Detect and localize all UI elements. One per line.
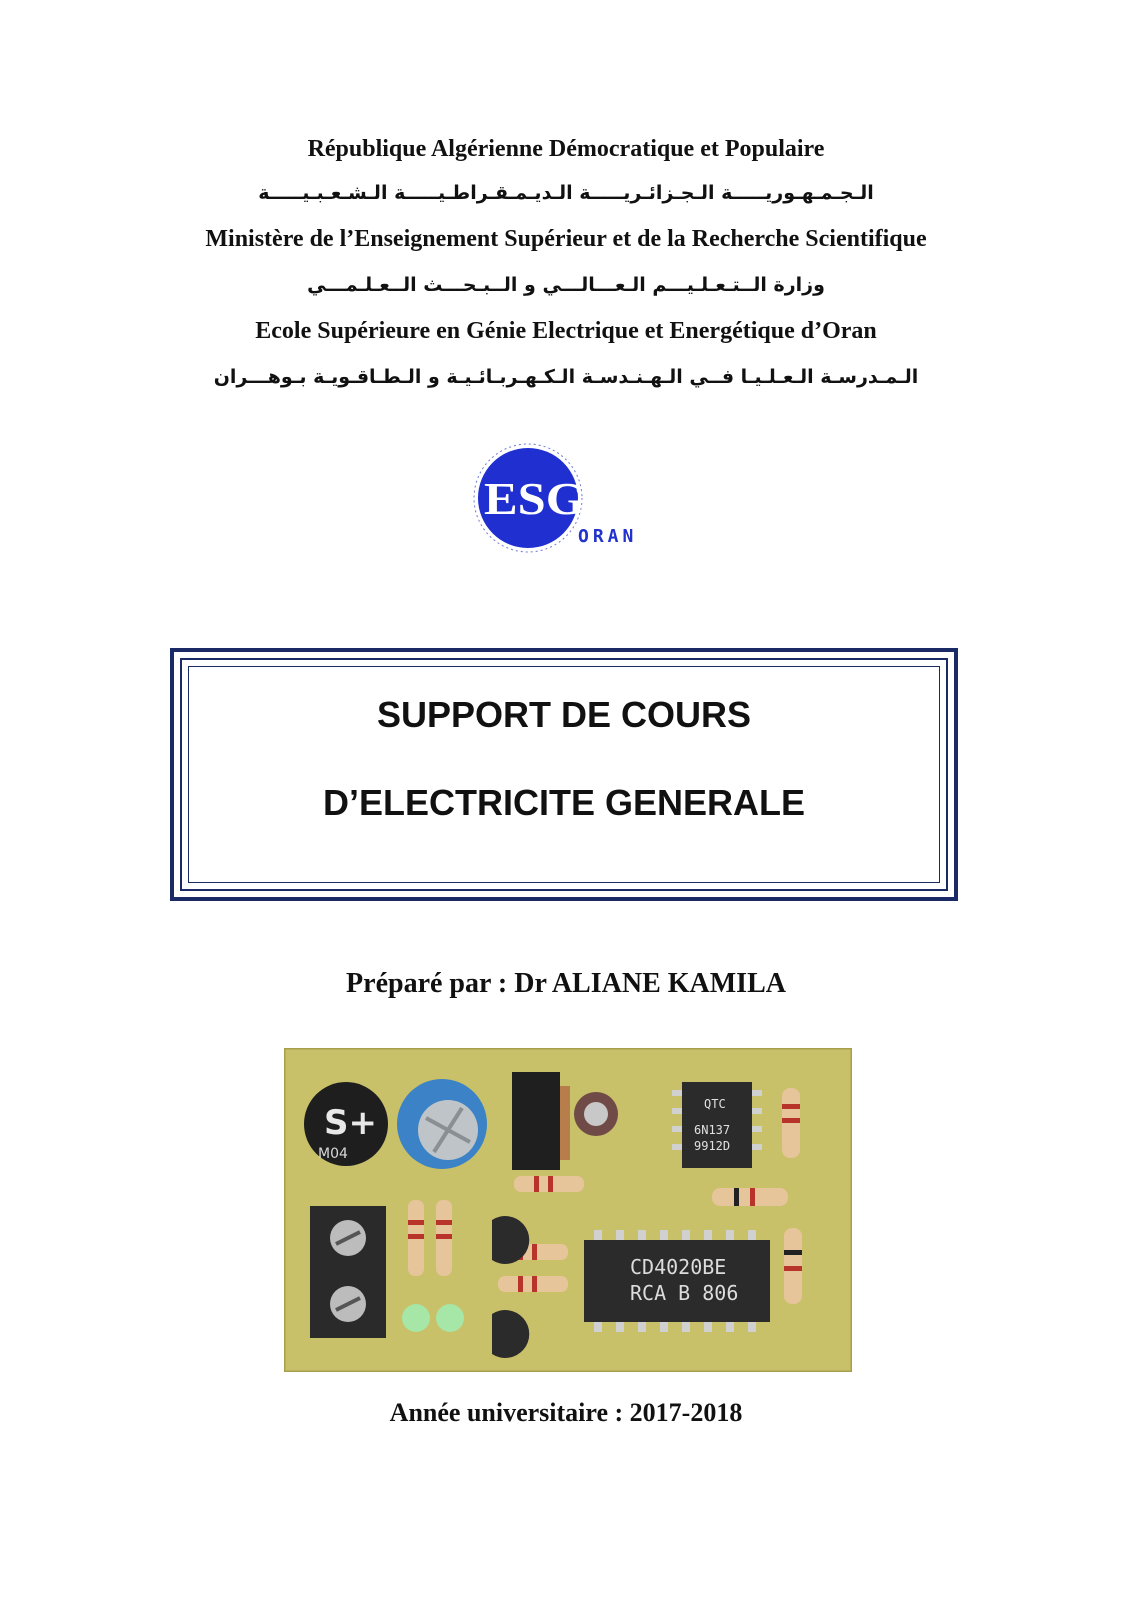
logo-sub-text: ORAN (578, 526, 638, 547)
title-line-2: D’ELECTRICITE GENERALE (322, 782, 806, 823)
header-ministry-ar: وزارة الــتـعـلـيـــم الـعـــالـــي و الــبـحـــث الــعـلـمـــي (307, 274, 825, 296)
author-line: Préparé par : Dr ALIANE KAMILA (346, 968, 786, 999)
header-ministry: Ministère de l’Enseignement Supérieur et de la Recherche Scientifique (205, 226, 927, 252)
school-logo (466, 440, 666, 560)
header-republic: République Algérienne Démocratique et Populaire (307, 136, 825, 162)
header-republic-ar: الـجـمـهـوريـــــة الـجـزائـريـــــة الـديـمـقـراطـيـــــة الـشـعـبـيـــــة (258, 182, 874, 204)
title-line-1: SUPPORT DE COURS (376, 694, 752, 735)
title-frame (170, 648, 958, 901)
chip1-line3: 9912D (694, 1139, 731, 1153)
header-school: Ecole Supérieure en Génie Electrique et Energétique d’Oran (255, 318, 877, 344)
circuit-board-photo (284, 1048, 852, 1372)
chip2-line2: RCA B 806 (630, 1281, 739, 1305)
logo-main-text: ESG2E (484, 473, 644, 524)
chip1-line1: QTC (704, 1097, 726, 1111)
capacitor-label: S+ (324, 1103, 377, 1143)
chip1-line2: 6N137 (694, 1123, 731, 1137)
header-school-ar: الـمـدرسـة الـعـلـيـا فــي الـهـنـدسـة الـكـهـربـائـيـة و الـطـاقـويـة بـوهـــران (213, 366, 919, 388)
capacitor-code: M04 (318, 1146, 348, 1162)
academic-year: Année universitaire : 2017-2018 (389, 1398, 743, 1427)
chip2-line1: CD4020BE (630, 1255, 727, 1279)
